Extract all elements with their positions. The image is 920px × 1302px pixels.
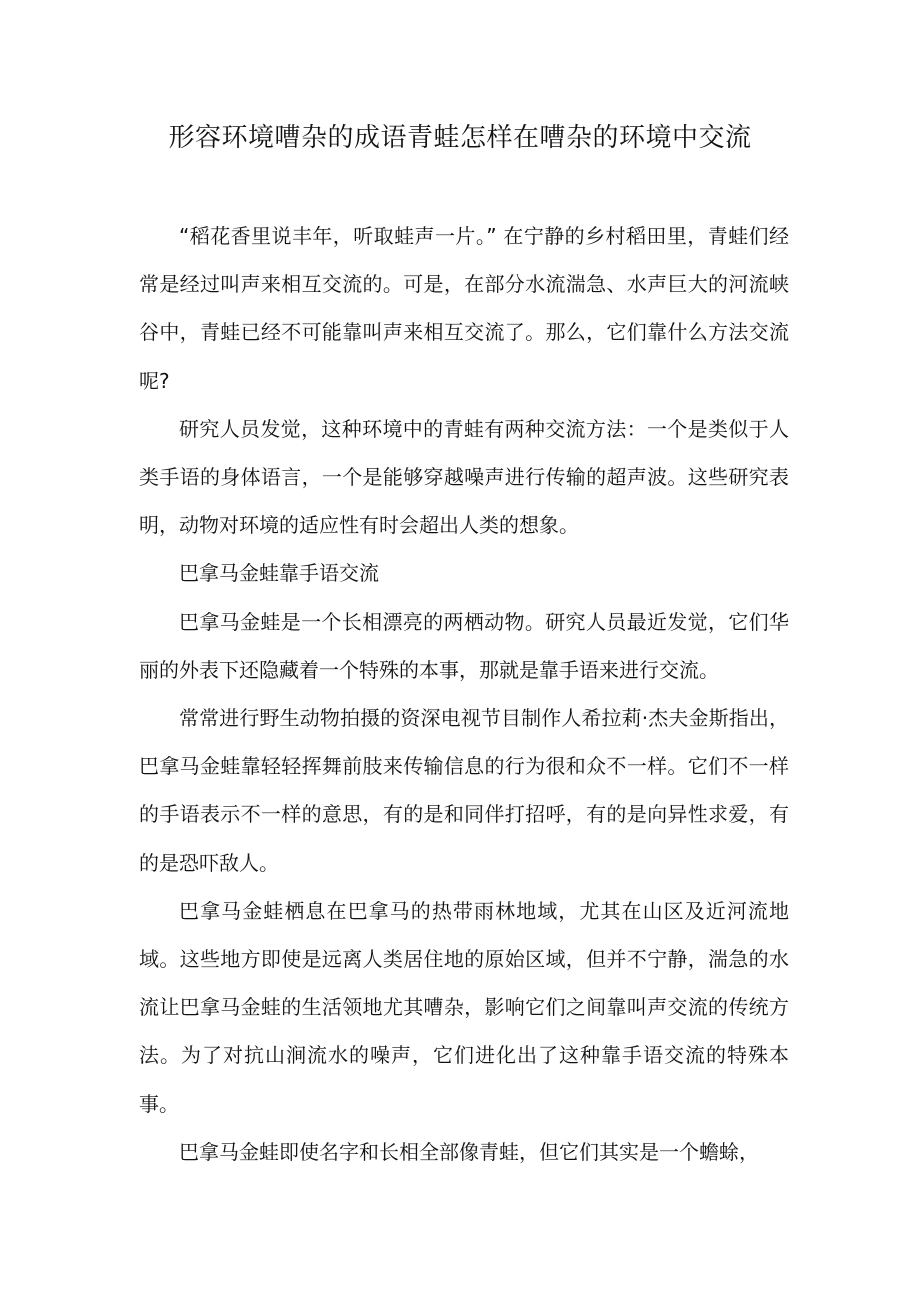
- paragraph-golden-frog: 巴拿马金蛙是一个长相漂亮的两栖动物。研究人员最近发觉，它们华丽的外表下还隐藏着一个特殊的本事，那就是靠手语来进行交流。: [139, 609, 789, 682]
- section-heading: 巴拿马金蛙靠手语交流: [179, 561, 379, 586]
- paragraph-producer: 常常进行野生动物拍摄的资深电视节目制作人希拉莉·杰夫金斯指出，巴拿马金蛙靠轻轻挥舞前肢来传输信息的行为很和众不一样。它们不一样的手语表示不一样的意思，有的是和同伴打招呼，有的是向异性求爱，有的是恐吓敌人。: [139, 706, 789, 875]
- document-body: [139, 212, 789, 1176]
- document-title: 形容环境嘈杂的成语青蛙怎样在嘈杂的环境中交流: [168, 123, 752, 153]
- paragraph-research: 研究人员发觉，这种环境中的青蛙有两种交流方法：一个是类似于人类手语的身体语言，一个是能够穿越噪声进行传输的超声波。这些研究表明，动物对环境的适应性有时会超出人类的想象。: [139, 416, 789, 538]
- paragraph-toad: 巴拿马金蛙即使名字和长相全部像青蛙，但它们其实是一个蟾蜍，: [179, 1139, 759, 1164]
- paragraph-habitat: 巴拿马金蛙栖息在巴拿马的热带雨林地域，尤其在山区及近河流地域。这些地方即使是远离人类居住地的原始区域，但并不宁静，湍急的水流让巴拿马金蛙的生活领地尤其嘈杂，影响它们之间靠叫声交流的传统方法。为了对抗山涧流水的噪声，它们进化出了这种靠手语交流的特殊本事。: [139, 898, 789, 1116]
- paragraph-intro: “稻花香里说丰年，听取蛙声一片。” 在宁静的乡村稻田里，青蛙们经常是经过叫声来相互交流的。可是，在部分水流湍急、水声巨大的河流峡谷中，青蛙已经不可能靠叫声来相互交流了。那么，它们靠什么方法交流呢?: [139, 224, 789, 393]
